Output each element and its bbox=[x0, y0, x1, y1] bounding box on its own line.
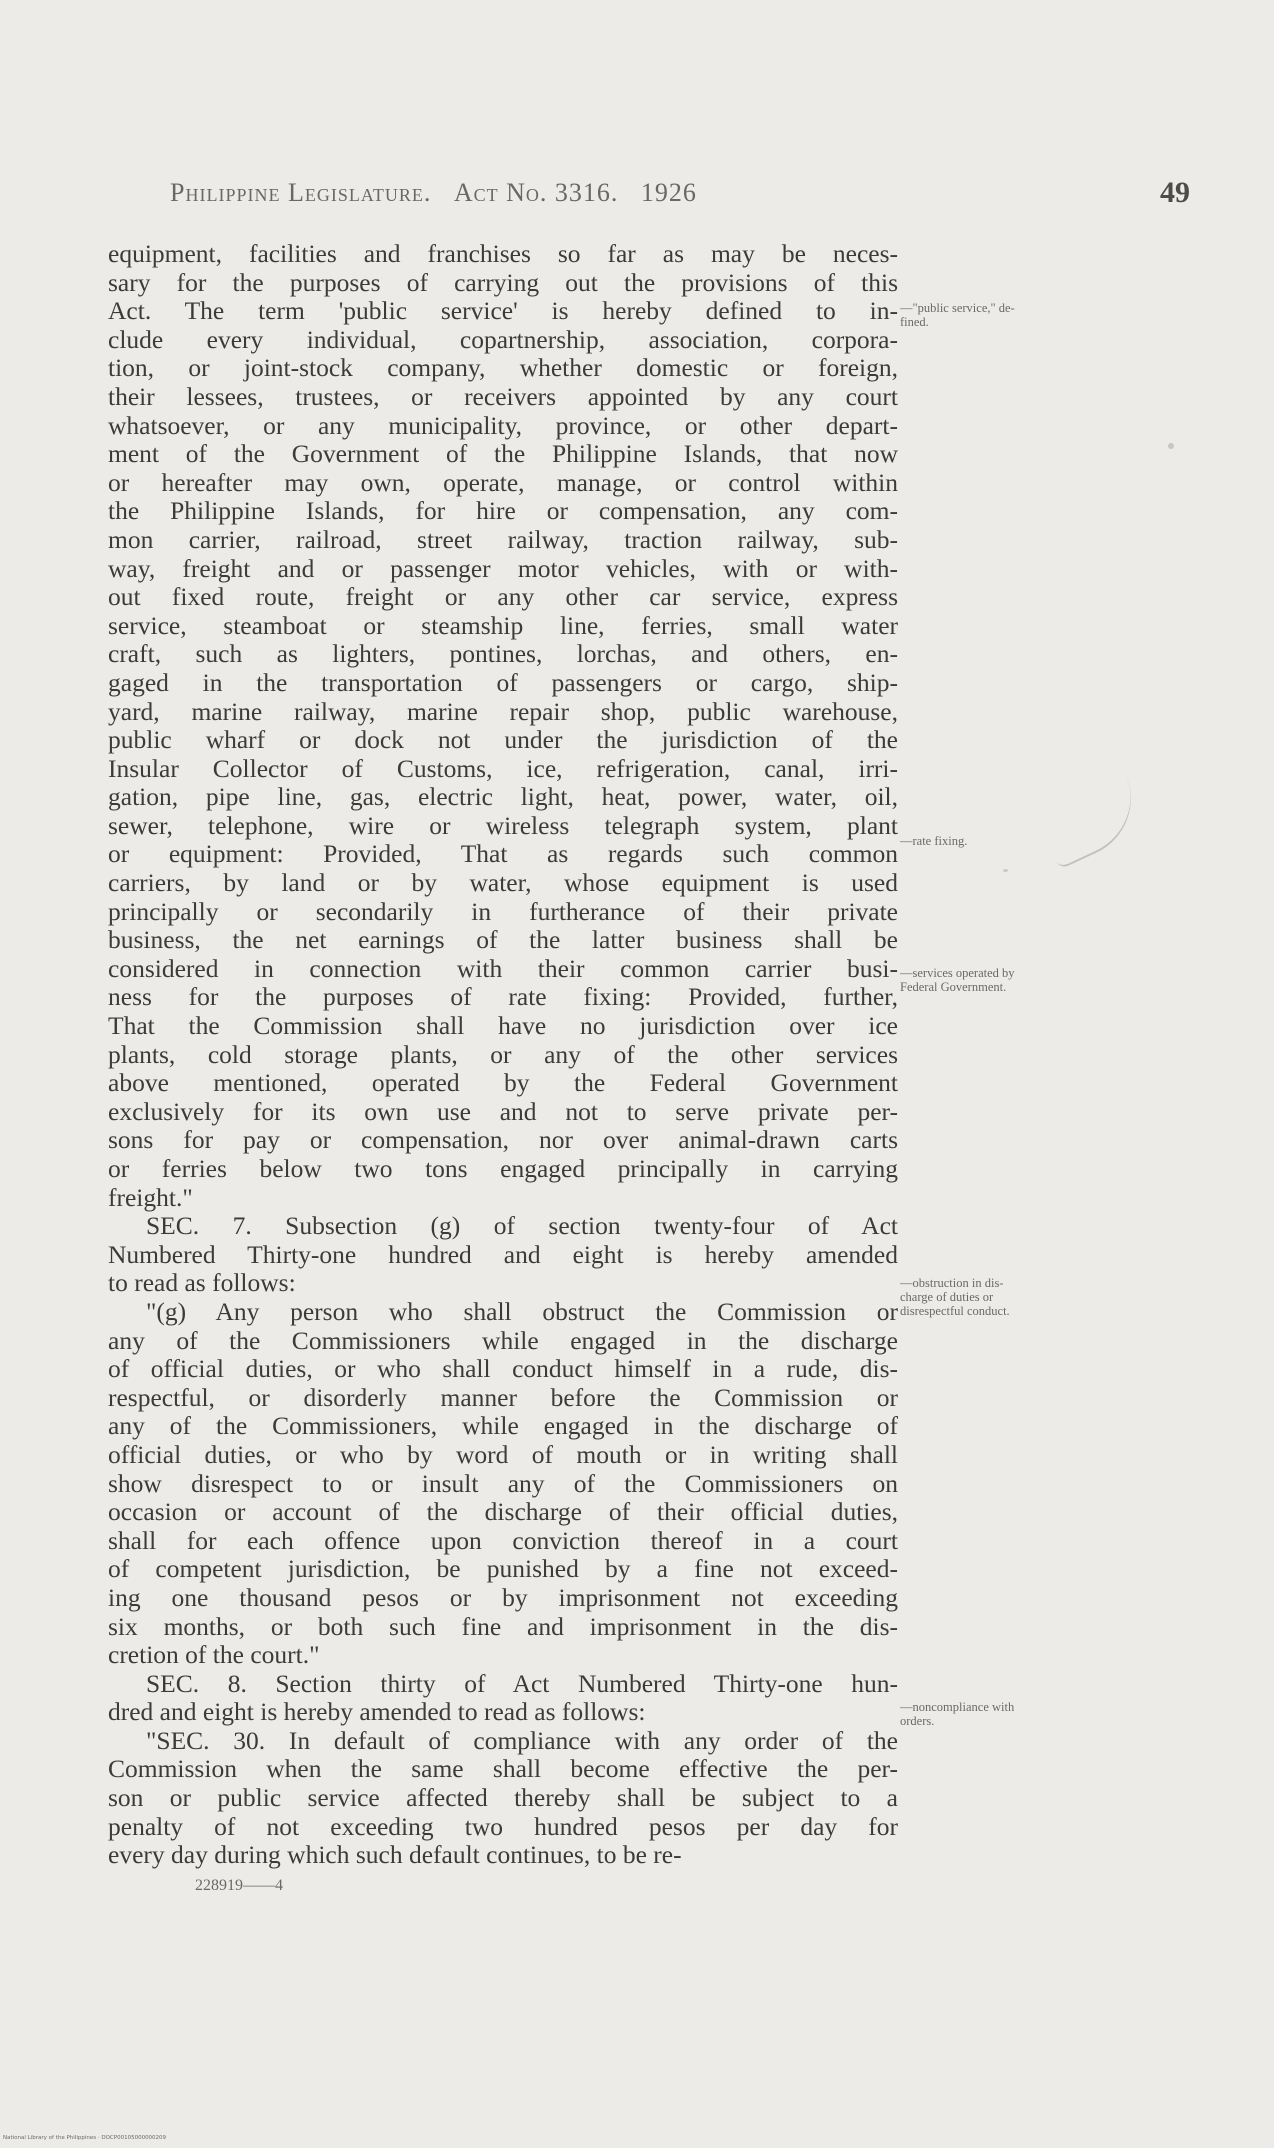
body-line: equipment, facilities and franchises so far as may be neces- bbox=[108, 239, 898, 268]
margin-note-line: fined. bbox=[900, 315, 929, 329]
body-line: clude every individual, copartnership, association, corpora- bbox=[108, 324, 898, 354]
body-line: craft, such as lighters, pontines, lorchas, and others, en- bbox=[108, 639, 898, 669]
body-text bbox=[108, 240, 898, 1870]
body-line: way, freight and or passenger motor vehicles, with or with- bbox=[108, 553, 898, 583]
body-line: yard, marine railway, marine repair shop, public warehouse, bbox=[108, 696, 898, 726]
body-line: plants, cold storage plants, or any of the other services bbox=[108, 1039, 898, 1069]
body-line: ing one thousand pesos or by imprisonment not exceeding bbox=[108, 1582, 898, 1612]
body-line: official duties, or who by word of mouth or in writing shall bbox=[108, 1439, 898, 1469]
print-code: 228919——4 bbox=[195, 1877, 283, 1894]
body-line: SEC. 8. Section thirty of Act Numbered Thirty-one hun- bbox=[146, 1668, 898, 1698]
body-line: or equipment: Provided, That as regards such common bbox=[108, 839, 898, 869]
margin-note-line: —obstruction in dis- bbox=[900, 1276, 1004, 1290]
body-line: penalty of not exceeding two hundred pesos per day for bbox=[108, 1811, 898, 1841]
body-line: Act. The term 'public service' is hereby defined to in- bbox=[108, 296, 898, 326]
body-line: whatsoever, or any municipality, province, or other depart- bbox=[108, 410, 898, 440]
body-line: principally or secondarily in furtherance of their private bbox=[108, 896, 898, 926]
body-line: "SEC. 30. In default of compliance with any order of the bbox=[146, 1725, 898, 1755]
body-line: cretion of the court." bbox=[108, 1640, 320, 1670]
body-line: any of the Commissioners while engaged in the discharge bbox=[108, 1325, 898, 1355]
body-line: freight." bbox=[108, 1182, 193, 1212]
library-stamp: National Library of the Philippines · DOCP00105000000209 bbox=[3, 2135, 167, 2141]
body-line: public wharf or dock not under the jurisdiction of the bbox=[108, 725, 898, 755]
margin-note-public-service bbox=[900, 301, 1100, 329]
body-line: or hereafter may own, operate, manage, or control within bbox=[108, 467, 898, 497]
body-line: show disrespect to or insult any of the Commissioners on bbox=[108, 1468, 898, 1498]
running-title-legislature: Philippine Legislature. bbox=[170, 178, 432, 207]
body-line: every day during which such default continues, to be re- bbox=[108, 1840, 682, 1870]
margin-note-line: charge of duties or bbox=[900, 1290, 994, 1304]
body-line: the Philippine Islands, for hire or compensation, any com- bbox=[108, 496, 898, 526]
running-title-year: 1926 bbox=[640, 178, 697, 207]
scan-speck bbox=[1003, 869, 1008, 872]
body-line: gation, pipe line, gas, electric light, heat, power, water, oil, bbox=[108, 782, 898, 812]
body-line: ness for the purposes of rate fixing: Provided, further, bbox=[108, 982, 898, 1012]
body-line: son or public service affected thereby shall be subject to a bbox=[108, 1783, 898, 1813]
margin-note-line: —noncompliance with bbox=[900, 1700, 1015, 1714]
body-line: carriers, by land or by water, whose equipment is used bbox=[108, 868, 898, 898]
running-title-act: Act No. 3316. bbox=[453, 178, 619, 207]
body-line: respectful, or disorderly manner before the Commission or bbox=[108, 1382, 898, 1412]
body-line: business, the net earnings of the latter business shall be bbox=[108, 925, 898, 955]
body-line: tion, or joint-stock company, whether domestic or foreign, bbox=[108, 353, 898, 383]
scan-speck bbox=[1168, 443, 1174, 449]
body-line: dred and eight is hereby amended to read as follows: bbox=[108, 1697, 646, 1727]
margin-note-line: Federal Government. bbox=[900, 980, 1007, 994]
body-line: gaged in the transportation of passengers or cargo, ship- bbox=[108, 667, 898, 697]
body-line: SEC. 7. Subsection (g) of section twenty-four of Act bbox=[146, 1211, 898, 1241]
body-line: of official duties, or who shall conduct himself in a rude, dis- bbox=[108, 1354, 898, 1384]
margin-note-line: —"public service," de- bbox=[900, 301, 1015, 315]
body-line: sons for pay or compensation, nor over animal-drawn carts bbox=[108, 1125, 898, 1155]
body-line: or ferries below two tons engaged principally in carrying bbox=[108, 1154, 898, 1183]
body-line: exclusively for its own use and not to serve private per- bbox=[108, 1096, 898, 1126]
margin-note-line: disrespectful conduct. bbox=[900, 1304, 1010, 1318]
margin-note-line: —rate fixing. bbox=[900, 834, 968, 848]
body-line: their lessees, trustees, or receivers appointed by any court bbox=[108, 381, 898, 411]
body-line: of competent jurisdiction, be punished by a fine not exceed- bbox=[108, 1554, 898, 1584]
margin-note-line: —services operated by bbox=[900, 966, 1015, 980]
margin-note-federal-services bbox=[900, 966, 1100, 994]
body-line: ment of the Government of the Philippine Islands, that now bbox=[108, 439, 898, 469]
body-line: above mentioned, operated by the Federal Government bbox=[108, 1068, 898, 1098]
body-line: mon carrier, railroad, street railway, traction railway, sub- bbox=[108, 524, 898, 554]
body-line: out fixed route, freight or any other car service, express bbox=[108, 582, 898, 612]
body-line: six months, or both such fine and imprisonment in the dis- bbox=[108, 1611, 898, 1641]
page-number: 49 bbox=[1160, 176, 1190, 209]
body-line: any of the Commissioners, while engaged in the discharge of bbox=[108, 1411, 898, 1441]
body-line: occasion or account of the discharge of their official duties, bbox=[108, 1497, 898, 1527]
body-line: Numbered Thirty-one hundred and eight is hereby amended bbox=[108, 1239, 898, 1269]
body-line: to read as follows: bbox=[108, 1268, 296, 1298]
body-line: Commission when the same shall become effective the per- bbox=[108, 1754, 898, 1784]
margin-note-line: orders. bbox=[900, 1714, 935, 1728]
scan-stroke bbox=[1029, 762, 1150, 870]
body-line: sary for the purposes of carrying out the provisions of this bbox=[108, 267, 898, 297]
body-line: Insular Collector of Customs, ice, refrigeration, canal, irri- bbox=[108, 753, 898, 783]
body-line: service, steamboat or steamship line, ferries, small water bbox=[108, 610, 898, 640]
margin-note-noncompliance bbox=[900, 1700, 1100, 1728]
body-line: considered in connection with their common carrier busi- bbox=[108, 953, 898, 983]
body-line: shall for each offence upon conviction thereof in a court bbox=[108, 1525, 898, 1555]
body-line: "(g) Any person who shall obstruct the Commission or bbox=[146, 1296, 898, 1326]
body-line: That the Commission shall have no jurisdiction over ice bbox=[108, 1011, 898, 1041]
body-line: sewer, telephone, wire or wireless telegraph system, plant bbox=[108, 810, 898, 840]
margin-note-obstruction bbox=[900, 1276, 1100, 1318]
running-header bbox=[170, 178, 697, 208]
